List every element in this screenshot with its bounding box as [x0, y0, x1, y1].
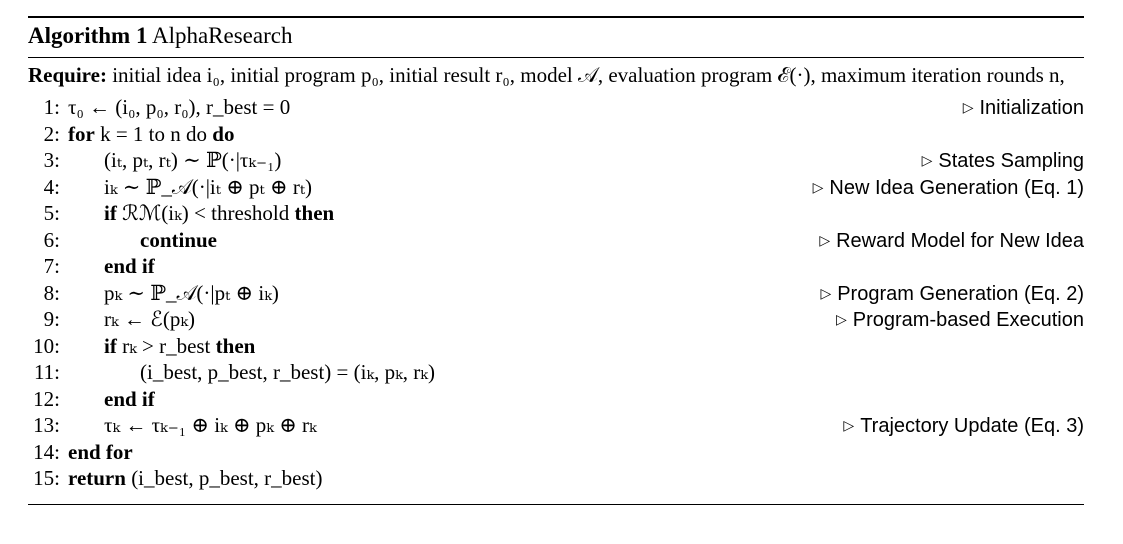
- line-comment: [819, 227, 1084, 255]
- line-number: 3:: [43, 148, 60, 172]
- line-comment: [843, 412, 1084, 440]
- line-number: 14:: [33, 439, 60, 464]
- algorithm-line: [28, 333, 1084, 360]
- line-comment: [813, 174, 1084, 202]
- algorithm-label: Algorithm 1: [28, 23, 148, 48]
- algorithm-line: [28, 227, 1084, 254]
- algorithm-line: [28, 439, 1084, 466]
- comment-triangle-icon: ▷: [921, 152, 933, 168]
- line-code: pₖ ∼ ℙ_𝒜(·|pₜ ⊕ iₖ): [104, 280, 279, 305]
- line-code: return (i_best, p_best, r_best): [68, 466, 323, 490]
- line-number: 1:: [43, 95, 60, 119]
- require-keyword: Require:: [28, 63, 107, 87]
- algorithm-line: [28, 306, 1084, 333]
- line-code: rₖ ← ℰ(pₖ): [104, 307, 196, 331]
- line-number: 6:: [43, 227, 60, 252]
- comment-text: New Idea Generation (Eq. 1): [829, 176, 1084, 199]
- algorithm-line: [28, 412, 1084, 439]
- line-number: 9:: [43, 307, 60, 331]
- algorithm-name: AlphaResearch: [151, 23, 293, 48]
- line-comment: [963, 94, 1084, 122]
- algorithm-lines: [28, 94, 1084, 492]
- comment-text: Program Generation (Eq. 2): [837, 282, 1084, 305]
- comment-triangle-icon: ▷: [812, 178, 824, 195]
- line-number: 13:: [33, 413, 60, 437]
- line-code: iₖ ∼ ℙ_𝒜(·|iₜ ⊕ pₜ ⊕ rₜ): [104, 174, 312, 199]
- algorithm-line: [28, 174, 1084, 201]
- algorithm-line: [28, 253, 1084, 280]
- require-text: initial idea i₀, initial program p₀, initial result r₀, model 𝒜, evaluation program ℰ(·), maximum iteration rounds n,: [112, 63, 1065, 87]
- line-number: 11:: [33, 360, 60, 384]
- line-code: for k = 1 to n do do: [68, 121, 235, 146]
- line-number: 5:: [43, 201, 60, 225]
- comment-text: Trajectory Update (Eq. 3): [860, 415, 1084, 437]
- algorithm-block: [28, 16, 1084, 505]
- title-rule: [28, 57, 1084, 58]
- line-code: end for: [68, 439, 133, 464]
- comment-text: Initialization: [979, 97, 1084, 119]
- algorithm-line: [28, 147, 1084, 174]
- line-code: continue: [140, 227, 218, 252]
- line-code: τ₀ ← (i₀, p₀, r₀), r_best = 0: [68, 95, 291, 119]
- algorithm-line: [28, 465, 1084, 492]
- bottom-rule: [28, 504, 1084, 505]
- algorithm-line: [28, 386, 1084, 413]
- line-comment: [922, 147, 1084, 175]
- comment-text: Program-based Execution: [852, 309, 1084, 331]
- line-code: if ℛℳ(iₖ) < threshold then: [104, 201, 335, 225]
- comment-text: States Sampling: [938, 150, 1084, 172]
- algorithm-line: [28, 280, 1084, 307]
- line-number: 8:: [43, 280, 60, 305]
- algorithm-line: [28, 359, 1084, 386]
- line-code: end if: [104, 386, 155, 411]
- comment-triangle-icon: ▷: [843, 417, 855, 433]
- line-number: 15:: [33, 466, 60, 490]
- line-number: 10:: [33, 333, 60, 358]
- comment-text: Reward Model for New Idea: [836, 229, 1084, 252]
- line-code: (i_best, p_best, r_best) = (iₖ, pₖ, rₖ): [140, 360, 435, 384]
- algorithm-title: [28, 18, 1084, 51]
- comment-triangle-icon: ▷: [820, 284, 832, 301]
- algorithm-line: [28, 121, 1084, 148]
- line-number: 12:: [33, 386, 60, 411]
- comment-triangle-icon: ▷: [835, 311, 847, 327]
- line-code: τₖ ← τₖ₋₁ ⊕ iₖ ⊕ pₖ ⊕ rₖ: [104, 413, 317, 437]
- algorithm-line: [28, 94, 1084, 121]
- line-comment: [836, 306, 1084, 334]
- comment-triangle-icon: ▷: [819, 231, 831, 248]
- line-code: end if: [104, 254, 155, 278]
- line-code: if rₖ > r_best then: [104, 333, 256, 358]
- require-clause: [28, 62, 1084, 89]
- line-number: 7:: [43, 254, 60, 278]
- algorithm-line: [28, 200, 1084, 227]
- line-number: 4:: [43, 174, 60, 199]
- line-code: (iₜ, pₜ, rₜ) ∼ ℙ(·|τₖ₋₁): [104, 148, 282, 172]
- comment-triangle-icon: ▷: [962, 99, 974, 115]
- line-comment: [820, 280, 1084, 308]
- line-number: 2:: [43, 121, 60, 146]
